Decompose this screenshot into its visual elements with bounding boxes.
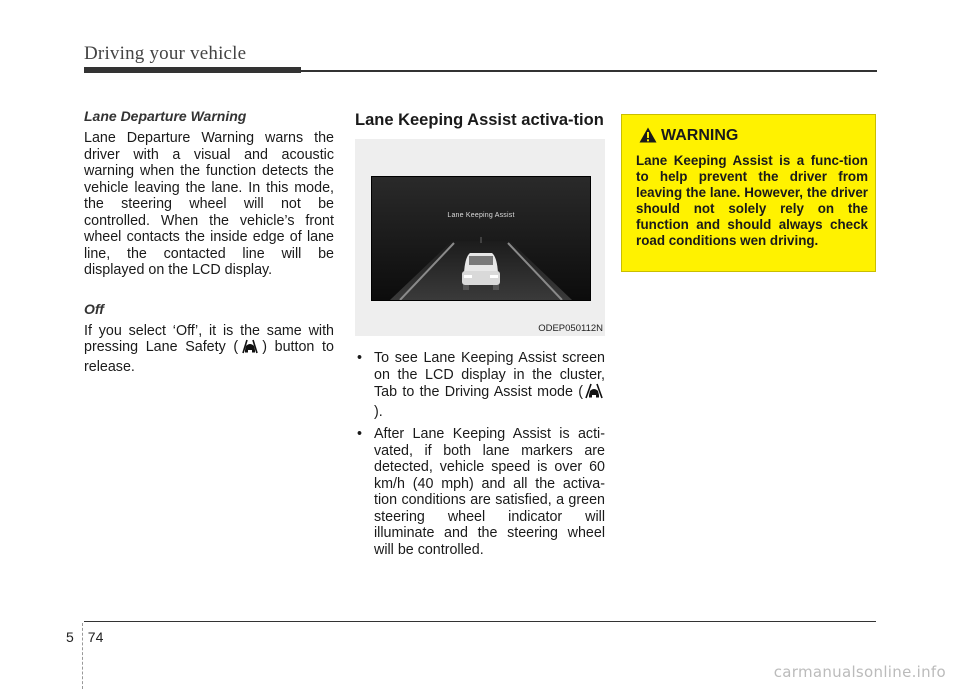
figure-code: ODEP050112N xyxy=(538,323,603,334)
lcd-screen xyxy=(371,176,591,301)
bullet-text-after: ). xyxy=(374,403,383,420)
lane-departure-heading: Lane Departure Warning xyxy=(84,108,247,124)
bullet-mark: • xyxy=(357,426,363,442)
off-text-after: ) button to release. xyxy=(84,339,334,375)
section-title: Driving your vehicle xyxy=(84,43,247,64)
warning-box xyxy=(621,114,876,272)
warning-text: Lane Keeping Assist is a func-tion to help prevent the driver from leaving the lane. However, the driver should not solely rely on the function and should always check road conditions wen driving. xyxy=(636,153,868,248)
lane-road-graphic xyxy=(372,177,590,300)
page-number xyxy=(66,629,103,645)
left-column xyxy=(84,108,334,375)
lane-safety-icon xyxy=(238,339,262,359)
driving-assist-icon xyxy=(583,383,605,404)
header-rule-thick xyxy=(84,67,301,73)
car-graphic xyxy=(462,253,500,290)
bullet-mark: • xyxy=(357,350,363,366)
off-text-before: If you select ‘Off’, it is the same with pressing Lane Safety ( xyxy=(84,322,334,355)
bullet-text: After Lane Keeping Assist is acti-vated, if both lane markers are detected, vehicle speed is over 60 km/h (40 mph) and all the activa-tion conditions are satisfied, a green steering wheel indicator will illuminate and the steering wheel will be controlled. xyxy=(374,426,605,558)
off-text xyxy=(84,323,334,376)
list-item xyxy=(355,350,605,420)
header-rule-thin xyxy=(301,70,877,72)
lka-figure xyxy=(355,139,605,336)
lane-departure-text: Lane Departure Warning warns the driver with a visual and acoustic warning when the function detects the vehicle leaving the lane. In this mode, the steering wheel will not be controlled. When the vehicle’s front wheel contacts the inside edge of lane line, the contacted line will be displayed on the LCD display. xyxy=(84,130,334,278)
lcd-screen-label: Lane Keeping Assist xyxy=(447,212,515,219)
bullet-text-before: To see Lane Keeping Assist screen on the LCD display in the cluster, Tab to the Driving Assist mode ( xyxy=(374,350,605,400)
page-number-value: 74 xyxy=(87,629,104,645)
warning-triangle-icon xyxy=(639,127,657,148)
lka-activation-heading: Lane Keeping Assist activa-tion xyxy=(355,111,604,129)
off-heading: Off xyxy=(84,300,104,317)
list-item xyxy=(355,426,605,558)
middle-column xyxy=(355,108,605,564)
section-number: 5 xyxy=(66,629,74,645)
warning-title: WARNING xyxy=(661,127,739,144)
watermark: carmanualsonline.info xyxy=(773,663,946,681)
footer-rule xyxy=(84,621,876,622)
lka-bullet-list xyxy=(355,350,605,558)
